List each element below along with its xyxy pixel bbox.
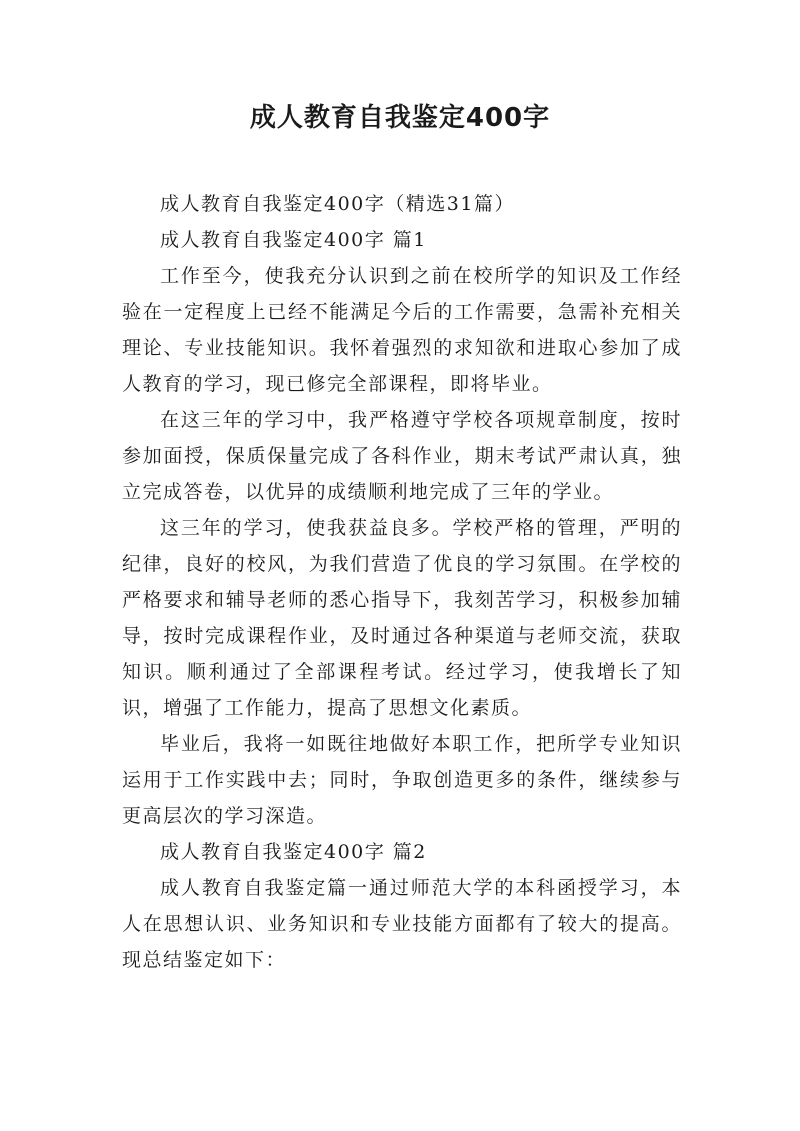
paragraph: 在这三年的学习中，我严格遵守学校各项规章制度，按时参加面授，保质保量完成了各科作业，期末考试严肃认真，独立完成答卷，以优异的成绩顺利地完成了三年的学业。 [122,409,682,503]
section-heading-2: 成人教育自我鉴定400字 篇2 [160,841,427,863]
document-body [122,186,682,978]
paragraph: 毕业后，我将一如既往地做好本职工作，把所学专业知识运用于工作实践中去；同时，争取创造更多的条件，继续参与更高层次的学习深造。 [122,733,682,827]
paragraph: 工作至今，使我充分认识到之前在校所学的知识及工作经验在一定程度上已经不能满足今后的工作需要，急需补充相关理论、专业技能知识。我怀着强烈的求知欲和进取心参加了成人教育的学习，现已修完全部课程，即将毕业。 [122,265,682,395]
paragraph: 成人教育自我鉴定篇一通过师范大学的本科函授学习，本人在思想认识、业务知识和专业技能方面都有了较大的提高。现总结鉴定如下： [122,877,682,971]
section-heading-1: 成人教育自我鉴定400字 篇1 [160,229,427,251]
paragraph: 这三年的学习，使我获益良多。学校严格的管理，严明的纪律，良好的校风，为我们营造了优良的学习氛围。在学校的严格要求和辅导老师的悉心指导下，我刻苦学习，积极参加辅导，按时完成课程作业，及时通过各种渠道与老师交流，获取知识。顺利通过了全部课程考试。经过学习，使我增长了知识，增强了工作能力，提高了思想文化素质。 [122,517,682,719]
document-title: 成人教育自我鉴定400字 [249,103,551,133]
document-subtitle: 成人教育自我鉴定400字（精选31篇） [160,193,515,215]
